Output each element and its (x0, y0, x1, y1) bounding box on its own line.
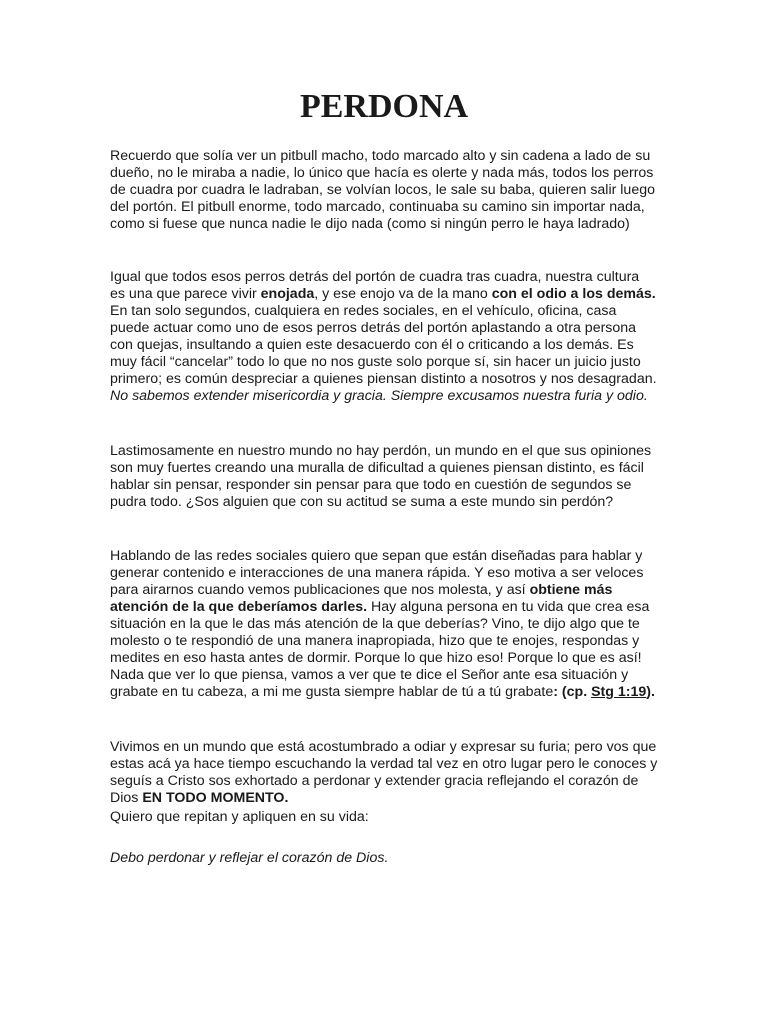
paragraph-instruction (110, 809, 658, 826)
italic-text: Debo perdonar y reflejar el corazón de Dios. (110, 850, 389, 866)
italic-text: No sabemos extender misericordia y gracia. Siempre excusamos nuestra furia y odio. (110, 388, 648, 404)
bold-text: enojada (260, 286, 315, 302)
paragraph-culture-anger (110, 269, 658, 405)
paragraph-text: Hablando de las redes sociales quiero que sepan que están diseñadas para hablar y generar contenido e interacciones de una manera rápida. Y eso motiva a ser veloces para airarnos cuando vemos publicaciones que nos molesta, y así (110, 548, 644, 598)
scripture-reference (591, 684, 646, 700)
paragraph-text: Vivimos en un mundo que está acostumbrado a odiar y expresar su furia; pero vos que estas acá ya hace tiempo escuchando la verdad tal vez en otro lugar pero le conoces y seguís a Cristo sos exhortado a perdonar y extender gracia reflejando el corazón de Dios (110, 739, 658, 806)
paragraph-text: Lastimosamente en nuestro mundo no hay perdón, un mundo en el que sus opiniones son muy fuertes creando una muralla de dificultad a quienes piensan distinto, es fácil hablar sin pensar, responder sin pensar para que todo en cuestión de segundos se pudra todo. ¿Sos alguien que con su actitud se suma a este mundo sin perdón? (110, 443, 652, 510)
bold-text: con el odio a los demás. (491, 286, 656, 302)
paragraph-pitbull-story (110, 148, 658, 233)
paragraph-text: Recuerdo que solía ver un pitbull macho, todo marcado alto y sin cadena a lado de su dueño, no le miraba a nadie, lo único que hacía es olerte y nada más, todos los perros de cuadra por cuadra le ladraban, se volvían locos, le sale su baba, quieren salir luego del portón. El pitbull enorme, todo marcado, continuaba su camino sin importar nada, como si fuese que nunca nadie le dijo nada (como si ningún perro le haya ladrado) (110, 148, 655, 232)
paragraph-exhortation (110, 739, 658, 807)
paragraph-declaration (110, 850, 658, 867)
scripture-reference-text: Stg 1:19 (591, 684, 647, 700)
bold-text: obtiene más atención de la que deberíamos darles. (110, 582, 613, 615)
paragraph-text: Hay alguna persona en tu vida que crea esa situación en la que le das más atención de la que deberías? Vino, te dijo algo que te molesto o te respondió de una manera inapropiada, hizo que te enojes, respondas y medites en eso hasta antes de dormir. Porque lo que hizo eso! Porque lo que es así! Nada que ver lo que piensa, vamos a ver que te dice el Señor ante esa situación y grabate en tu cabeza, a mi me gusta siempre hablar de tú a tú grabate (110, 599, 650, 700)
paragraph-world-without-forgiveness (110, 443, 658, 511)
bold-text: : (cp. (553, 684, 592, 700)
paragraph-social-media (110, 548, 658, 701)
paragraph-text: Quiero que repitan y apliquen en su vida: (110, 809, 369, 825)
paragraph-text: Igual que todos esos perros detrás del portón de cuadra tras cuadra, nuestra cultura es una que parece vivir (110, 269, 640, 302)
document-title: PERDONA (299, 88, 469, 125)
bold-text: EN TODO MOMENTO. (142, 790, 289, 806)
bold-text: ). (646, 684, 655, 700)
paragraph-text: , y ese enojo va de la mano (314, 286, 492, 302)
paragraph-text: En tan solo segundos, cualquiera en redes sociales, en el vehículo, oficina, casa puede actuar como uno de esos perros detrás del portón aplastando a otra persona con quejas, insultando a quien este desacuerdo con él o criticando a los demás. Es muy fácil “cancelar” todo lo que no nos guste solo porque sí, sin hacer un juicio justo primero; es común despreciar a quienes piensan distinto a nosotros y nos desagradan. (110, 303, 657, 387)
